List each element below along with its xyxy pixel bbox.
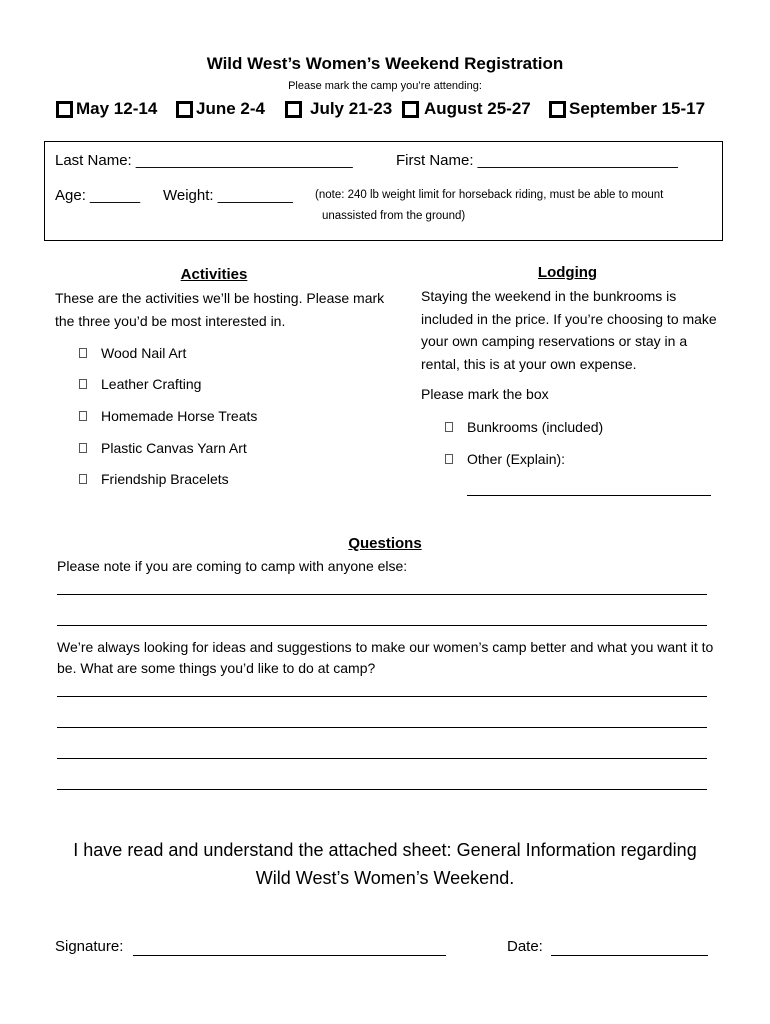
checkbox-icon[interactable] (549, 101, 566, 118)
question-companions: Please note if you are coming to camp with anyone else: (57, 558, 408, 574)
camp-date-label: August 25-27 (424, 99, 531, 118)
lodging-intro: Staying the weekend in the bunkrooms is included in the price. If you’re choosing to make your own camping reservations or stay in a rental, this is at your own expense. (421, 288, 717, 372)
activities-intro: These are the activities we’ll be hosting. Please mark the three you’d be most interested in. (55, 290, 385, 329)
answer-line[interactable] (57, 696, 707, 697)
camp-date-option[interactable] (285, 99, 392, 119)
activity-option[interactable] (79, 440, 247, 456)
camp-date-option[interactable] (549, 99, 705, 119)
camp-date-label: September 15-17 (569, 99, 706, 118)
checkbox-icon[interactable] (79, 348, 87, 358)
acknowledgement-statement: I have read and understand the attached sheet: General Information regarding Wild West’s Women’s Weekend. (73, 840, 697, 888)
activity-label: Homemade Horse Treats (101, 408, 258, 424)
lodging-option-label: Bunkrooms (included) (467, 419, 604, 435)
checkbox-icon[interactable] (79, 411, 87, 421)
weight-note: (note: 240 lb weight limit for horseback riding, must be able to mount (315, 189, 664, 201)
form-title: Wild West’s Women’s Weekend Registration (206, 54, 564, 73)
lodging-option-label: Other (Explain): (467, 451, 566, 467)
activity-label: Plastic Canvas Yarn Art (101, 440, 247, 456)
camp-date-label: July 21-23 (310, 99, 393, 118)
camp-date-label: June 2-4 (196, 99, 265, 118)
activity-label: Wood Nail Art (101, 345, 187, 361)
date-label: Date: (507, 938, 543, 955)
answer-line[interactable] (57, 625, 707, 626)
lodging-instruction: Please mark the box (421, 386, 549, 402)
camp-date-option[interactable] (402, 99, 531, 119)
activity-option[interactable] (79, 471, 229, 487)
age-field[interactable]: Age: ______ (55, 187, 141, 204)
other-explain-line[interactable] (467, 495, 711, 496)
answer-line[interactable] (57, 727, 707, 728)
weight-note-continued: unassisted from the ground) (322, 210, 466, 222)
last-name-field[interactable]: Last Name: __________________________ (55, 152, 353, 169)
checkbox-icon[interactable] (445, 422, 453, 432)
activity-option[interactable] (79, 408, 257, 424)
camp-date-options (56, 99, 736, 125)
activity-label: Friendship Bracelets (101, 471, 229, 487)
activity-label: Leather Crafting (101, 376, 202, 392)
question-suggestions: We’re always looking for ideas and suggestions to make our women’s camp better and what you want it to be. What are some things you’d like to do at camp? (57, 639, 714, 676)
camp-date-label: May 12-14 (76, 99, 158, 118)
camp-date-option[interactable] (176, 99, 265, 119)
signature-label: Signature: (55, 938, 124, 955)
lodging-option[interactable] (445, 419, 603, 435)
checkbox-icon[interactable] (56, 101, 73, 118)
date-line[interactable] (551, 955, 708, 956)
checkbox-icon[interactable] (79, 443, 87, 453)
activity-option[interactable] (79, 345, 186, 361)
weight-field[interactable]: Weight: _________ (163, 187, 293, 204)
activity-option[interactable] (79, 376, 201, 392)
checkbox-icon[interactable] (79, 474, 87, 484)
form-subtitle: Please mark the camp you’re attending: (288, 80, 482, 92)
lodging-option[interactable] (445, 451, 565, 467)
lodging-heading: Lodging (537, 264, 598, 281)
questions-heading: Questions (348, 535, 422, 552)
camp-date-option[interactable] (56, 99, 157, 119)
answer-line[interactable] (57, 594, 707, 595)
answer-line[interactable] (57, 789, 707, 790)
signature-line[interactable] (133, 955, 446, 956)
checkbox-icon[interactable] (285, 101, 302, 118)
activities-heading: Activities (180, 266, 248, 283)
answer-line[interactable] (57, 758, 707, 759)
checkbox-icon[interactable] (176, 101, 193, 118)
checkbox-icon[interactable] (402, 101, 419, 118)
checkbox-icon[interactable] (445, 454, 453, 464)
checkbox-icon[interactable] (79, 379, 87, 389)
first-name-field[interactable]: First Name: ________________________ (396, 152, 678, 169)
